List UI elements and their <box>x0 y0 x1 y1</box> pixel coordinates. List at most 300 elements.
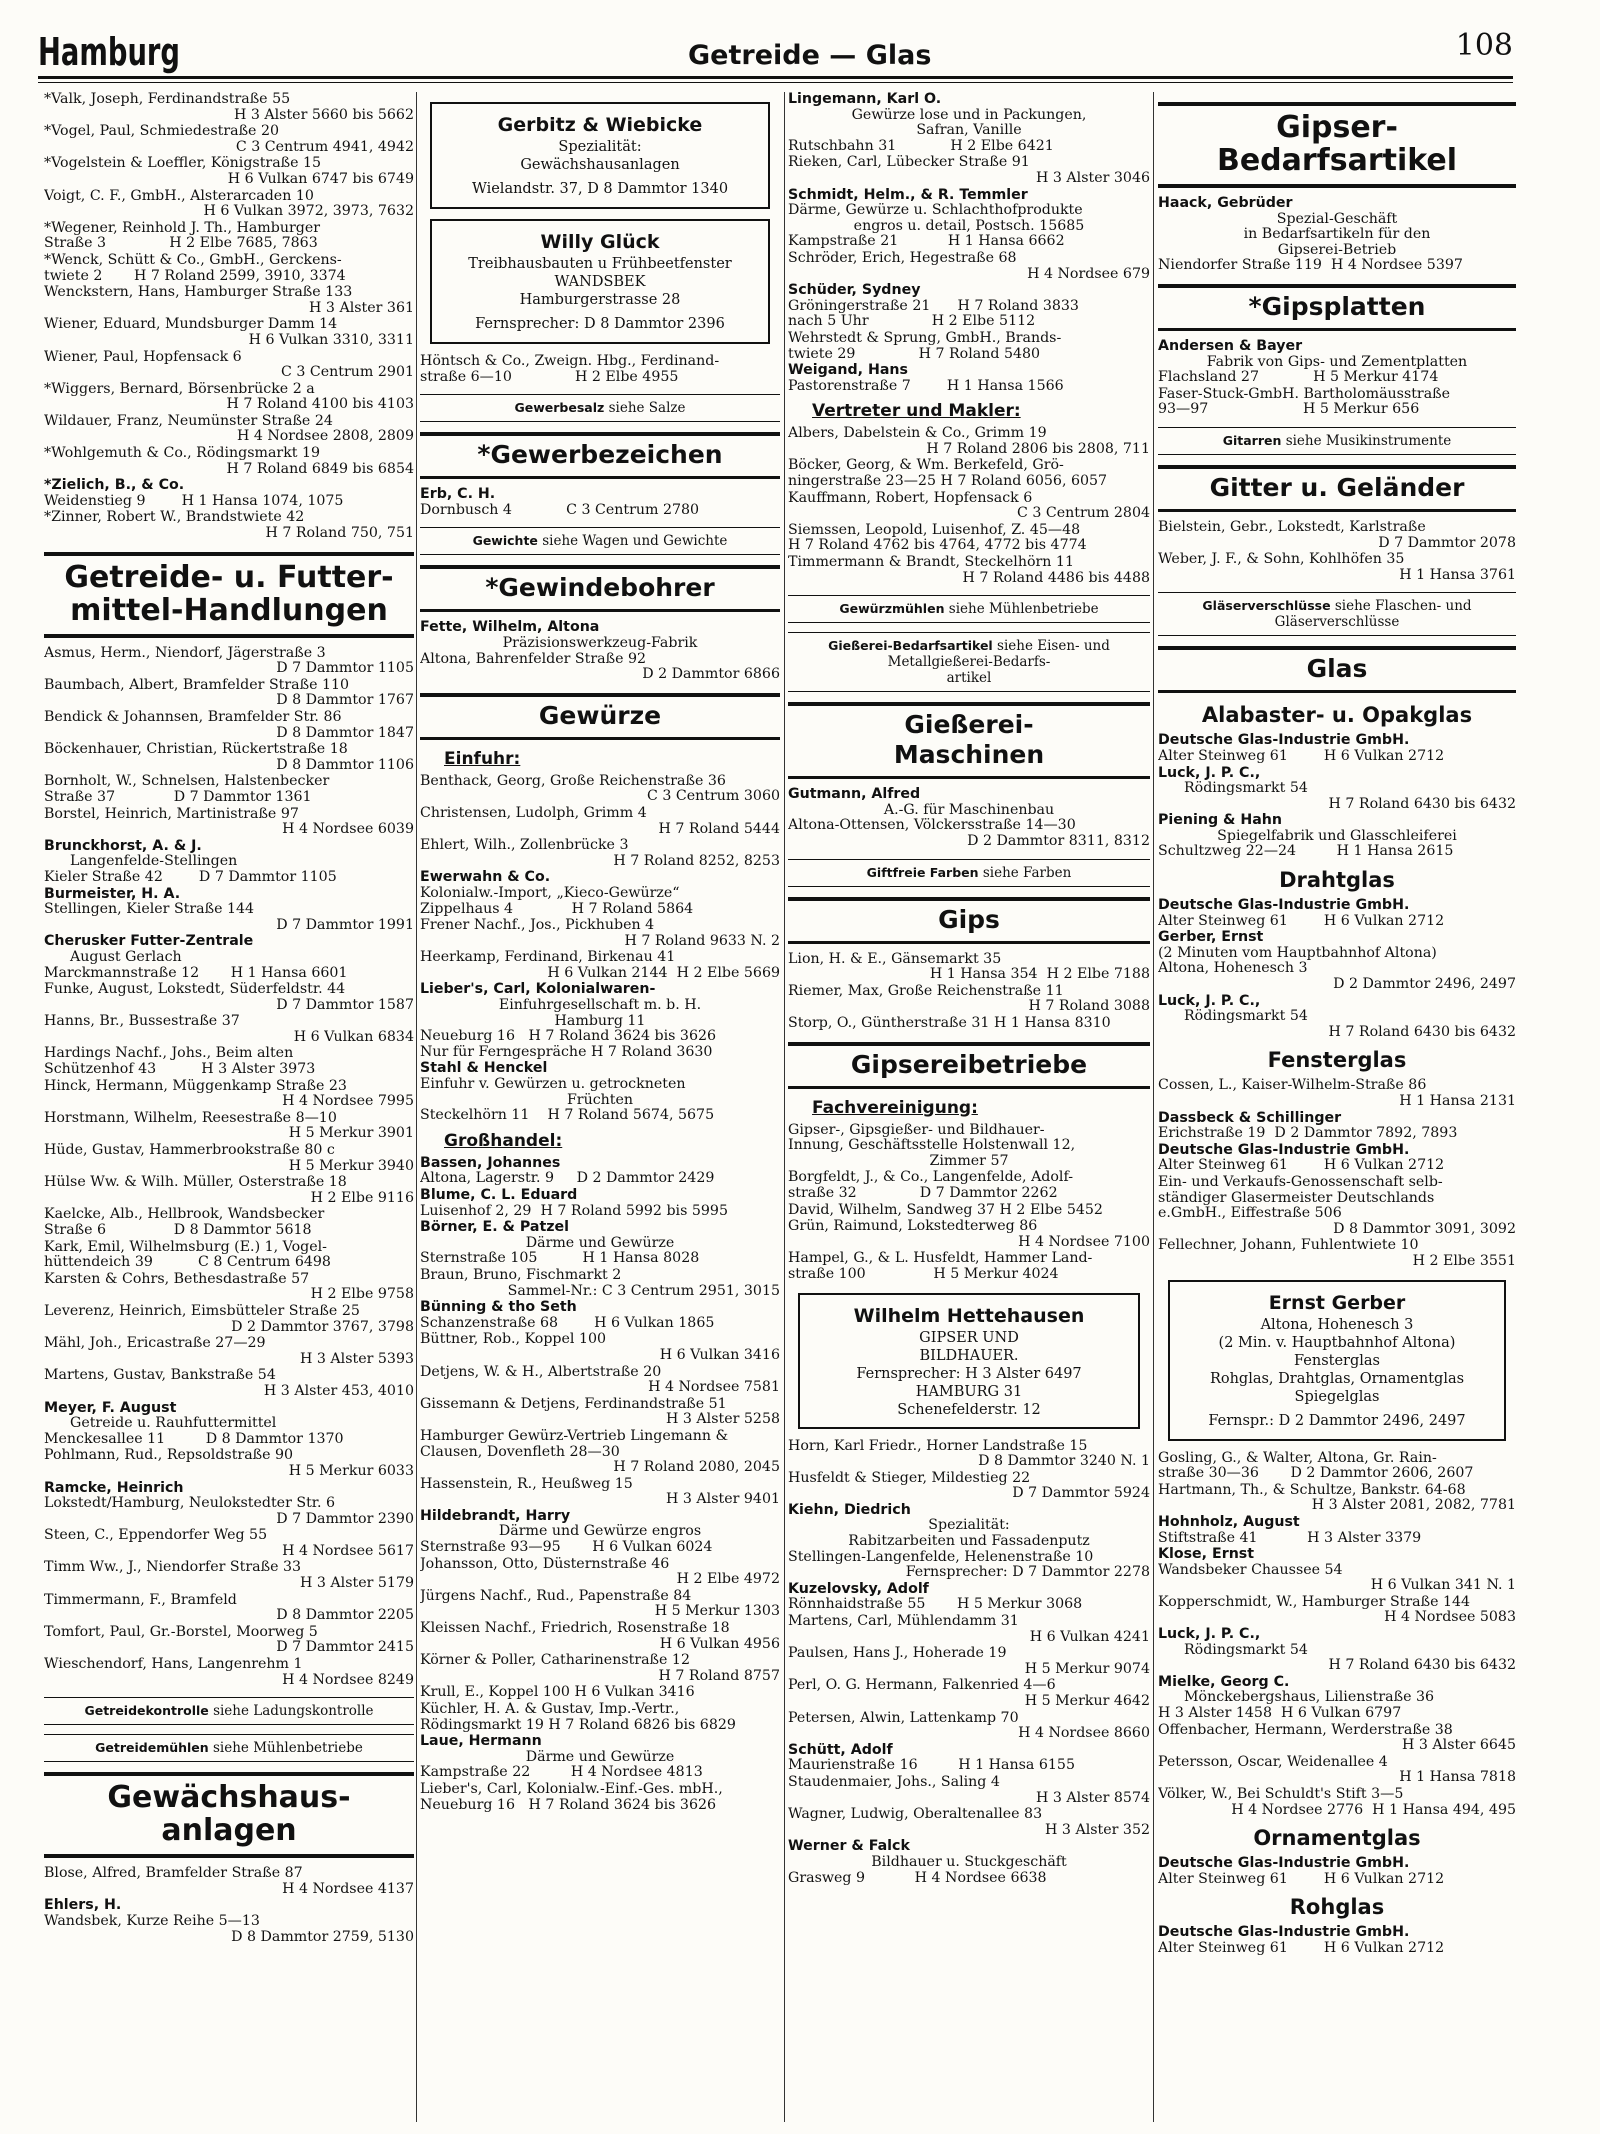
entry-text: Tomfort, Paul, Gr.-Borstel, Moorweg 5 <box>44 1623 318 1640</box>
directory-entry <box>44 1304 414 1335</box>
ad-line: (2 Min. v. Hauptbahnhof Altona) <box>1218 1334 1456 1351</box>
entry-text: Leverenz, Heinrich, Eimsbütteler Straße 25 <box>44 1302 360 1319</box>
entry-line: Luisenhof 2, 29 H 7 Roland 5992 bis 5995 <box>420 1202 728 1219</box>
directory-entry <box>420 1156 780 1187</box>
entry-line: Stiftstraße 41 H 3 Alster 3379 <box>1158 1529 1422 1546</box>
directory-entry <box>1158 898 1516 929</box>
entry-line: in Bedarfsartikeln für den <box>1243 226 1431 243</box>
subsection-heading: Einfuhr: <box>444 748 521 769</box>
directory-entry <box>420 950 780 981</box>
directory-entry <box>420 806 780 837</box>
directory-entry <box>1158 930 1516 992</box>
entry-line: H 7 Roland 6430 bis 6432 <box>1328 1657 1516 1674</box>
entry-line: Früchten <box>566 1091 634 1108</box>
entry-text: Körner & Poller, Catharinenstraße 12 <box>420 1652 690 1669</box>
entry-line: H 7 Roland 2806 bis 2808, 711 <box>926 440 1150 457</box>
directory-entry <box>788 1503 1150 1581</box>
entry-text: Hampel, G., & L. Husfeldt, Hammer Land- <box>788 1250 1093 1267</box>
entry-line: Maurienstraße 16 H 1 Hansa 6155 <box>788 1757 1075 1774</box>
entry-line: straße 100 H 5 Merkur 4024 <box>788 1265 1059 1282</box>
entry-text: Bornholt, W., Schnelsen, Halstenbecker <box>44 773 330 790</box>
entry-line: Schultzweg 22—24 H 1 Hansa 2615 <box>1158 843 1454 860</box>
directory-entry <box>44 1625 414 1656</box>
entry-text: Borstel, Heinrich, Martinistraße 97 <box>44 805 299 822</box>
entry-line: Schanzenstraße 68 H 6 Vulkan 1865 <box>420 1314 715 1331</box>
entry-line: Niendorfer Straße 119 H 4 Nordsee 5397 <box>1158 257 1463 274</box>
entry-text: Funke, August, Lokstedt, Süderfeldstr. 44 <box>44 981 346 998</box>
entry-name: Burmeister, H. A. <box>44 885 181 902</box>
entry-line: Neueburg 16 H 7 Roland 3624 bis 3626 <box>420 1796 717 1813</box>
ad-line: Schenefelderstr. 12 <box>897 1401 1041 1418</box>
entry-line: Kampstraße 21 H 1 Hansa 6662 <box>788 233 1065 250</box>
advertisement-box <box>430 102 770 209</box>
entry-name: Kiehn, Diedrich <box>788 1501 911 1518</box>
entry-line: Bildhauer u. Stuckgeschäft <box>871 1853 1067 1870</box>
entry-name: Hohnholz, August <box>1158 1513 1300 1530</box>
entry-line: H 3 Alster 1458 H 6 Vulkan 6797 <box>1158 1705 1402 1722</box>
entry-line: H 4 Nordsee 7581 <box>648 1379 780 1396</box>
entry-text: Hinck, Hermann, Müggenkamp Straße 23 <box>44 1077 347 1094</box>
entry-line: D 8 Dammtor 1767 <box>276 692 414 709</box>
directory-entry <box>788 1016 1150 1032</box>
entry-line: H 7 Roland 6430 bis 6432 <box>1328 1023 1516 1040</box>
directory-entry <box>1158 520 1516 551</box>
entry-text: Martens, Gustav, Bankstraße 54 <box>44 1367 276 1384</box>
section-heading: Getreide- u. Futter- mittel-Handlungen <box>44 552 414 638</box>
entry-line: C 3 Centrum 2804 <box>1017 505 1150 522</box>
directory-entry <box>420 1557 780 1588</box>
directory-entry <box>44 221 414 252</box>
subsection-heading: Vertreter und Makler: <box>812 401 1021 422</box>
section-heading: Rohglas <box>1289 1895 1385 1920</box>
entry-line: H 7 Roland 6849 bis 6854 <box>226 460 414 477</box>
entry-text: Lion, H. & E., Gänsemarkt 35 <box>788 950 1002 967</box>
directory-entry <box>788 1646 1150 1677</box>
directory-entry <box>420 1300 780 1331</box>
directory-entry <box>1158 1111 1516 1142</box>
entry-text: Detjens, W. & H., Albertstraße 20 <box>420 1363 662 1380</box>
directory-entry <box>1158 1595 1516 1626</box>
directory-entry <box>44 1046 414 1077</box>
entry-line: twiete 29 H 7 Roland 5480 <box>788 345 1041 362</box>
entry-line: D 7 Dammtor 2078 <box>1378 534 1516 551</box>
directory-entry <box>1158 1143 1516 1174</box>
directory-entry <box>44 774 414 805</box>
directory-entry <box>1158 387 1516 418</box>
directory-entry <box>44 478 414 509</box>
entry-text: Hardings Nachf., Johs., Beim alten <box>44 1045 294 1062</box>
entry-text: Jürgens Nachf., Rud., Papenstraße 84 <box>420 1587 692 1604</box>
entry-text: Siemssen, Leopold, Luisenhof, Z. 45—48 <box>788 521 1081 538</box>
entry-line: H 3 Alster 6645 <box>1402 1737 1516 1754</box>
directory-entry <box>44 646 414 677</box>
entry-line: Sammel-Nr.: C 3 Centrum 2951, 3015 <box>507 1282 780 1299</box>
entry-name: Gerber, Ernst <box>1158 929 1264 946</box>
entry-name: Blume, C. L. Eduard <box>420 1187 578 1203</box>
entry-name: Luck, J. P. C., <box>1158 764 1261 781</box>
directory-entry <box>1158 813 1516 860</box>
entry-text: Weber, J. F., & Sohn, Kohlhöfen 35 <box>1158 551 1405 568</box>
directory-entry <box>1158 1856 1516 1887</box>
entry-line: Altona, Lagerstr. 9 D 2 Dammtor 2429 <box>420 1170 715 1187</box>
entry-line: H 5 Merkur 4642 <box>1024 1693 1150 1709</box>
entry-line: D 7 Dammtor 2390 <box>276 1510 414 1527</box>
reference-term: Gitarren <box>1222 432 1282 448</box>
entry-name: Bassen, Johannes <box>420 1154 561 1171</box>
directory-entry <box>44 350 414 381</box>
directory-entry <box>788 1170 1150 1201</box>
directory-entry <box>44 1401 414 1448</box>
entry-name: Deutsche Glas-Industrie GmbH. <box>1158 1141 1410 1158</box>
entry-text: *Vogelstein & Loeffler, Königstraße 15 <box>44 155 322 172</box>
entry-line: H 2 Elbe 9116 <box>310 1189 414 1206</box>
entry-line: H 3 Alster 9401 <box>666 1491 780 1508</box>
entry-line: D 8 Dammtor 3240 N. 1 <box>978 1453 1150 1470</box>
entry-text: Böckenhauer, Christian, Rückertstraße 18 <box>44 741 348 758</box>
entry-line: Spezial-Geschäft <box>1276 210 1398 227</box>
header-rule-thin <box>38 82 1513 83</box>
directory-entry <box>788 92 1150 154</box>
directory-entry <box>44 1593 414 1624</box>
column-4 <box>1158 92 1516 2122</box>
directory-entry <box>420 1685 780 1701</box>
directory-entry <box>44 189 414 220</box>
entry-name: Deutsche Glas-Industrie GmbH. <box>1158 1924 1410 1941</box>
entry-text: Timm Ww., J., Niendorfer Straße 33 <box>44 1559 302 1576</box>
cross-reference <box>420 394 780 422</box>
directory-entry <box>1158 1755 1516 1786</box>
header-title: Getreide — Glas <box>688 40 932 71</box>
entry-line: Dornbusch 4 C 3 Centrum 2780 <box>420 501 700 518</box>
entry-name: Bünning & tho Seth <box>420 1299 577 1316</box>
entry-line: Alter Steinweg 61 H 6 Vulkan 2712 <box>1158 1157 1445 1174</box>
entry-name: Piening & Hahn <box>1158 812 1283 829</box>
entry-text: Gipser-, Gipsgießer- und Bildhauer- <box>788 1121 1045 1138</box>
entry-line: Alter Steinweg 61 H 6 Vulkan 2712 <box>1158 1870 1445 1887</box>
entry-line: August Gerlach <box>70 948 182 965</box>
entry-text: Timmermann & Brandt, Steckelhörn 11 <box>788 554 1074 571</box>
entry-name: Brunckhorst, A. & J. <box>44 837 202 854</box>
directory-entry <box>788 251 1150 282</box>
entry-name: Weigand, Hans <box>788 362 908 379</box>
directory-entry <box>44 92 414 123</box>
ad-line: Fensterglas <box>1294 1352 1380 1369</box>
entry-text: Krull, E., Koppel 100 H 6 Vulkan 3416 <box>420 1684 695 1701</box>
entry-line: H 2 Elbe 4972 <box>676 1571 780 1588</box>
entry-line: twiete 2 H 7 Roland 2599, 3910, 3374 <box>44 267 346 284</box>
ad-line: GIPSER UND <box>919 1329 1019 1346</box>
entry-text: Hamburger Gewürz-Vertrieb Lingemann & <box>420 1427 729 1444</box>
entry-text: Offenbacher, Hermann, Werderstraße 38 <box>1158 1721 1453 1738</box>
entry-text: Borgfeldt, J., & Co., Langenfelde, Adolf- <box>788 1169 1074 1186</box>
entry-line: Sternstraße 105 H 1 Hansa 8028 <box>420 1250 700 1267</box>
reference-target: siehe Flaschen- und Gläserverschlüsse <box>1274 598 1472 631</box>
cross-reference <box>1158 427 1516 455</box>
entry-text: Perl, O. G. Hermann, Falkenried 4—6 <box>788 1677 1056 1694</box>
reference-term: Gewürzmühlen <box>839 601 945 617</box>
subsection-heading: Großhandel: <box>444 1130 563 1151</box>
directory-entry <box>420 838 780 869</box>
entry-line: Mönckebergshaus, Lilienstraße 36 <box>1184 1689 1435 1706</box>
entry-line: Clausen, Dovenfleth 28—30 <box>420 1443 620 1460</box>
entry-text: Wagner, Ludwig, Oberaltenallee 83 <box>788 1806 1043 1823</box>
entry-line: H 7 Roland 4100 bis 4103 <box>226 396 414 413</box>
entry-line: Hamburg 11 <box>554 1012 646 1029</box>
entry-line: Rutschbahn 31 H 2 Elbe 6421 <box>788 137 1054 154</box>
entry-line: Spiegelfabrik und Glasschleiferei <box>1217 827 1457 844</box>
directory-entry <box>44 887 414 934</box>
section-heading: Gewächshaus- anlagen <box>44 1772 414 1858</box>
entry-text: Horstmann, Wilhelm, Reesestraße 8—10 <box>44 1109 337 1126</box>
entry-text: Hanns, Br., Bussestraße 37 <box>44 1013 240 1030</box>
entry-line: H 3 Alster 453, 4010 <box>263 1382 414 1399</box>
column-1 <box>44 92 414 2122</box>
section-heading: *Gewerbezeichen <box>420 432 780 479</box>
entry-line: C 3 Centrum 3060 <box>647 788 780 805</box>
entry-line: A.-G. für Maschinenbau <box>883 801 1055 818</box>
entry-text: Benthack, Georg, Große Reichenstraße 36 <box>420 772 726 789</box>
entry-text: Baumbach, Albert, Bramfelder Straße 110 <box>44 676 350 693</box>
directory-entry <box>420 1365 780 1396</box>
entry-line: D 7 Dammtor 2415 <box>276 1639 414 1656</box>
directory-entry <box>788 458 1150 489</box>
directory-entry <box>44 124 414 155</box>
entry-line: Altona-Ottensen, Völckersstraße 14—30 <box>788 817 1076 834</box>
entry-name: Ehlers, H. <box>44 1897 122 1914</box>
entry-text: Böcker, Georg, & Wm. Berkefeld, Grö- <box>788 457 1064 474</box>
entry-line: H 4 Nordsee 8249 <box>282 1671 414 1688</box>
section-heading: Glas <box>1158 646 1516 693</box>
entry-line: Marckmannstraße 12 H 1 Hansa 6601 <box>44 964 348 981</box>
entry-line: Straße 3 H 2 Elbe 7685, 7863 <box>44 235 318 252</box>
directory-entry <box>788 1807 1150 1838</box>
section-heading: Gipser- Bedarfsartikel <box>1158 102 1516 188</box>
entry-text: Gissemann & Detjens, Ferdinandstraße 51 <box>420 1395 727 1412</box>
directory-entry <box>1158 196 1516 274</box>
directory-entry <box>420 918 780 949</box>
entry-name: Mielke, Georg C. <box>1158 1673 1290 1690</box>
directory-entry <box>420 982 780 1060</box>
entry-line: H 4 Nordsee 8660 <box>1018 1725 1150 1742</box>
entry-text: Gosling, G., & Walter, Altona, Gr. Rain- <box>1158 1449 1437 1466</box>
entry-name: Laue, Hermann <box>420 1733 542 1750</box>
header-city: Hamburg <box>38 30 181 74</box>
entry-name: Andersen & Bayer <box>1158 337 1303 354</box>
entry-line: ständiger Glasermeister Deutschlands <box>1158 1189 1435 1206</box>
entry-text: Timmermann, F., Bramfeld <box>44 1591 237 1608</box>
cross-reference <box>1158 592 1516 636</box>
entry-line: H 4 Nordsee 2776 H 1 Hansa 494, 495 <box>1231 1801 1516 1818</box>
ad-line: Altona, Hohenesch 3 <box>1260 1316 1414 1333</box>
entry-text: Blose, Alfred, Bramfelder Straße 87 <box>44 1865 303 1882</box>
entry-line: Lokstedt/Hamburg, Neulokstedter Str. 6 <box>44 1495 336 1512</box>
entry-name: *Zielich, B., & Co. <box>44 477 185 494</box>
entry-line: e.GmbH., Eiffestraße 506 <box>1158 1205 1342 1222</box>
section-heading: Gewürze <box>420 693 780 740</box>
entry-text: Mähl, Joh., Ericastraße 27—29 <box>44 1335 266 1352</box>
directory-entry <box>44 285 414 316</box>
entry-line: Rödingsmarkt 54 <box>1184 1641 1308 1658</box>
entry-line: H 6 Vulkan 3416 <box>659 1346 780 1363</box>
entry-text: Wenckstern, Hans, Hamburger Straße 133 <box>44 284 353 301</box>
directory-entry <box>44 414 414 445</box>
entry-line: Innung, Geschäftsstelle Holstenwall 12, <box>788 1137 1076 1154</box>
entry-line: Kieler Straße 42 D 7 Dammtor 1105 <box>44 868 337 885</box>
entry-line: H 4 Nordsee 5083 <box>1384 1609 1516 1626</box>
directory-entry <box>420 1782 780 1813</box>
entry-text: Staudenmaier, Johs., Saling 4 <box>788 1773 1000 1790</box>
advertisement-box <box>430 219 770 344</box>
entry-line: H 3 Alster 352 <box>1045 1821 1150 1838</box>
entry-text: Büttner, Rob., Koppel 100 <box>420 1331 607 1348</box>
section-heading: *Gewindebohrer <box>420 565 780 612</box>
entry-text: Kopperschmidt, W., Hamburger Straße 144 <box>1158 1593 1471 1610</box>
entry-line: H 6 Vulkan 6747 bis 6749 <box>227 170 414 187</box>
entry-line: H 7 Roland 3088 <box>1028 998 1150 1015</box>
entry-name: Deutsche Glas-Industrie GmbH. <box>1158 732 1410 749</box>
entry-line: Erichstraße 19 D 2 Dammtor 7892, 7893 <box>1158 1125 1458 1142</box>
entry-line: D 7 Dammtor 5924 <box>1012 1485 1150 1502</box>
directory-entry <box>788 1743 1150 1774</box>
directory-entry <box>1158 1787 1516 1818</box>
directory-entry <box>44 510 414 541</box>
directory-entry <box>788 1203 1150 1219</box>
directory-entry <box>788 1251 1150 1282</box>
entry-line: hüttendeich 39 C 8 Centrum 6498 <box>44 1254 331 1271</box>
entry-text: Karsten & Cohrs, Bethesdastraße 57 <box>44 1270 310 1287</box>
directory-entry <box>420 870 780 917</box>
entry-line: H 6 Vulkan 3972, 3973, 7632 <box>203 203 414 220</box>
directory-entry <box>44 1175 414 1206</box>
entry-name: Ramcke, Heinrich <box>44 1479 184 1496</box>
entry-text: Grün, Raimund, Lokstedterweg 86 <box>788 1218 1038 1235</box>
entry-text: Hassenstein, R., Heußweg 15 <box>420 1475 633 1492</box>
entry-name: Werner & Falck <box>788 1838 910 1855</box>
entry-name: Klose, Ernst <box>1158 1546 1255 1563</box>
directory-entry <box>44 1336 414 1367</box>
entry-name: Meyer, F. August <box>44 1399 177 1416</box>
directory-entry <box>788 787 1150 849</box>
reference-target: siehe Musikinstrumente <box>1285 432 1452 449</box>
entry-line: Fabrik von Gips- und Zementplatten <box>1206 353 1468 370</box>
entry-name: Ewerwahn & Co. <box>420 869 551 886</box>
ad-title: Ernst Gerber <box>1268 1291 1406 1314</box>
entry-line: H 3 Alster 5393 <box>300 1350 414 1367</box>
entry-line: nach 5 Uhr H 2 Elbe 5112 <box>788 313 1036 330</box>
entry-line: Neueburg 16 H 7 Roland 3624 bis 3626 <box>420 1028 717 1045</box>
entry-text: Heerkamp, Ferdinand, Birkenau 41 <box>420 949 676 966</box>
directory-entry <box>420 1477 780 1508</box>
entry-line: H 1 Hansa 2131 <box>1399 1093 1516 1109</box>
directory-entry <box>44 1898 414 1945</box>
entry-line: Rödingsmarkt 54 <box>1184 1008 1308 1025</box>
column-3 <box>788 92 1150 2122</box>
entry-line: D 7 Dammtor 1587 <box>276 996 414 1013</box>
entry-text: Hülse Ww. & Wilh. Müller, Osterstraße 18 <box>44 1174 347 1191</box>
entry-line: H 7 Roland 4486 bis 4488 <box>962 569 1150 586</box>
directory-entry <box>420 620 780 682</box>
directory-entry <box>420 1509 780 1556</box>
entry-text: Cossen, L., Kaiser-Wilhelm-Straße 86 <box>1158 1077 1427 1094</box>
entry-line: Rönnhaidstraße 55 H 5 Merkur 3068 <box>788 1596 1083 1613</box>
directory-entry <box>420 487 780 518</box>
directory-entry <box>44 678 414 709</box>
entry-name: Schmidt, Helm., & R. Temmler <box>788 186 1028 203</box>
entry-text: Lieber's, Carl, Kolonialw.-Einf.-Ges. mbH., <box>420 1780 723 1797</box>
directory-entry <box>44 1448 414 1479</box>
ad-line: Hamburgerstrasse 28 <box>519 292 681 308</box>
entry-line: Därme und Gewürze engros <box>498 1523 702 1540</box>
entry-line: D 2 Dammtor 2496, 2497 <box>1333 976 1516 993</box>
cross-reference <box>44 1734 414 1762</box>
entry-line: Gipserei-Betrieb <box>1277 241 1397 258</box>
entry-line: D 2 Dammtor 6866 <box>642 666 780 683</box>
directory-entry <box>1158 733 1516 764</box>
entry-line: H 7 Roland 750, 751 <box>265 525 414 542</box>
entry-text: Frener Nachf., Jos., Pickhuben 4 <box>420 917 655 934</box>
directory-entry <box>44 982 414 1013</box>
entry-name: Fette, Wilhelm, Altona <box>420 619 600 636</box>
directory-entry <box>1158 766 1516 813</box>
entry-text: Schröder, Erich, Hegestraße 68 <box>788 249 1017 266</box>
entry-line: H 1 Hansa 3761 <box>1399 566 1516 583</box>
entry-line: C 3 Centrum 4941, 4942 <box>235 138 414 155</box>
entry-text: Horn, Karl Friedr., Horner Landstraße 15 <box>788 1437 1088 1454</box>
directory-entry <box>420 1734 780 1781</box>
entry-text: Völker, W., Bei Schuldt's Stift 3—5 <box>1158 1786 1404 1802</box>
entry-line: H 7 Roland 8757 <box>658 1667 780 1684</box>
reference-target: siehe Farben <box>982 864 1072 881</box>
entry-line: Därme und Gewürze <box>525 1234 675 1251</box>
directory-entry <box>788 155 1150 186</box>
entry-line: Steckelhörn 11 H 7 Roland 5674, 5675 <box>420 1107 715 1124</box>
section-heading: Alabaster- u. Opakglas <box>1201 703 1473 728</box>
entry-text: Wiener, Eduard, Mundsburger Damm 14 <box>44 316 338 333</box>
directory-entry <box>44 1014 414 1045</box>
directory-entry <box>788 1582 1150 1613</box>
column-2 <box>420 92 780 2122</box>
entry-text: Ehlert, Wilh., Zollenbrücke 3 <box>420 837 629 854</box>
entry-name: Gutmann, Alfred <box>788 786 921 803</box>
directory-entry <box>44 1866 414 1897</box>
entry-line: ningerstraße 23—25 H 7 Roland 6056, 6057 <box>788 473 1108 490</box>
entry-line: H 3 Alster 5660 bis 5662 <box>233 106 414 123</box>
entry-line: Kampstraße 22 H 4 Nordsee 4813 <box>420 1764 703 1781</box>
entry-line: H 5 Merkur 9074 <box>1024 1660 1150 1677</box>
entry-line: Wandsbeker Chaussee 54 <box>1158 1561 1343 1578</box>
entry-line: H 7 Roland 2080, 2045 <box>613 1459 780 1476</box>
column-divider <box>1153 92 1154 2122</box>
entry-line: straße 32 D 7 Dammtor 2262 <box>788 1184 1058 1201</box>
entry-line: Gewürze lose und in Packungen, <box>851 106 1087 123</box>
entry-text: *Vogel, Paul, Schmiedestraße 20 <box>44 123 279 140</box>
entry-line: H 6 Vulkan 4956 <box>659 1635 780 1652</box>
entry-line: Altona, Hohenesch 3 <box>1158 960 1308 977</box>
entry-line: Wandsbek, Kurze Reihe 5—13 <box>44 1913 260 1929</box>
ad-title: Wilhelm Hettehausen <box>853 1304 1085 1327</box>
entry-line: H 4 Nordsee 7995 <box>282 1093 414 1110</box>
entry-line: H 5 Merkur 1303 <box>654 1603 780 1620</box>
reference-target: siehe Mühlenbetriebe <box>948 601 1099 618</box>
entry-line: H 3 Alster 3046 <box>1036 169 1150 186</box>
ad-line: Treibhausbauten u Frühbeetfenster <box>468 256 732 272</box>
section-heading: *Gipsplatten <box>1158 284 1516 331</box>
directory-entry <box>44 1272 414 1303</box>
directory-entry <box>788 1711 1150 1742</box>
entry-line: Pastorenstraße 7 H 1 Hansa 1566 <box>788 377 1064 394</box>
entry-text: *Wegener, Reinhold J. Th., Hamburger <box>44 219 321 236</box>
section-heading: Gips <box>788 897 1150 944</box>
